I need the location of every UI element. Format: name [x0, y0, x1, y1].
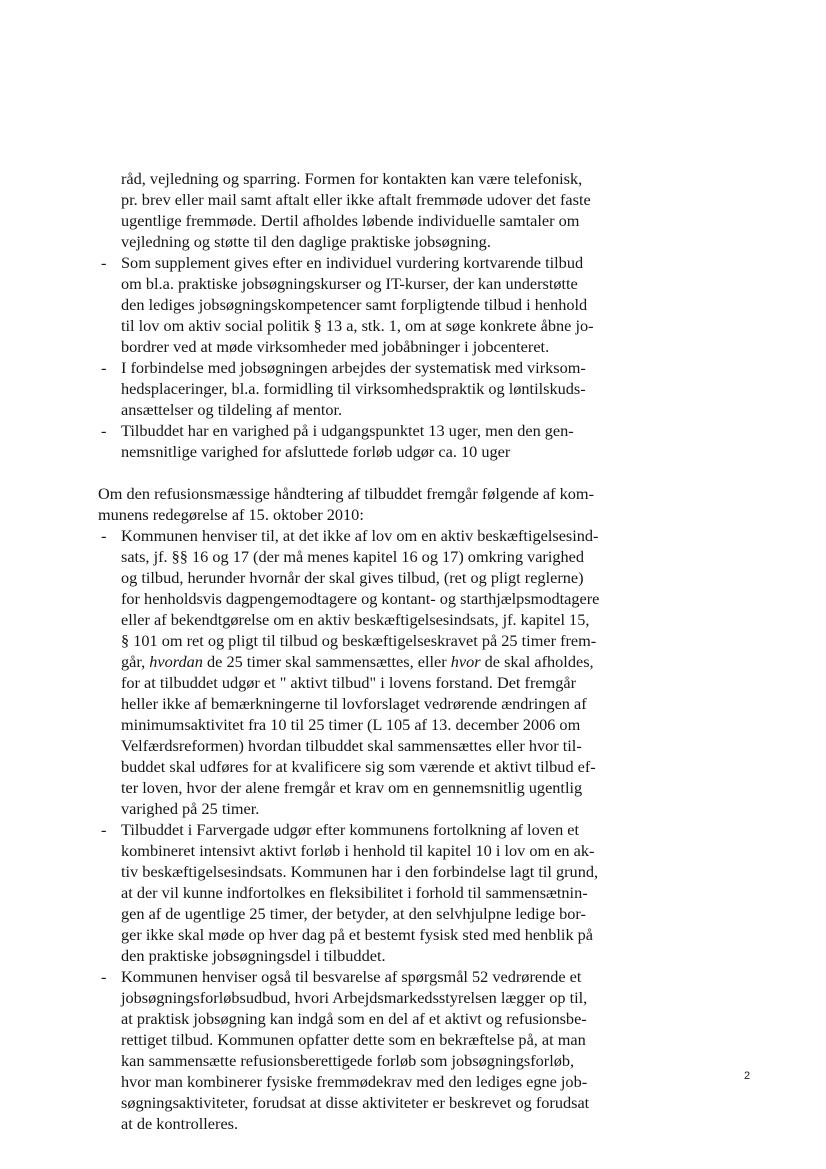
text-line: den praktiske jobsøgningsdel i tilbuddet.: [121, 946, 386, 965]
text-line: ter loven, hvor der alene fremgår et krav om en gennemsnitlig ugentlig: [121, 778, 583, 797]
text-run: går,: [121, 652, 150, 671]
text-line: ansættelser og tildeling af mentor.: [121, 400, 343, 419]
text-line: Tilbuddet i Farvergade udgør efter kommunens fortolkning af loven et: [121, 820, 580, 839]
text-line: om bl.a. praktiske jobsøgningskurser og IT-kurser, der kan understøtte: [121, 274, 578, 293]
text-line: hvor man kombinerer fysiske fremmødekrav med den lediges egne job-: [121, 1072, 588, 1091]
text-line: gen af de ugentlige 25 timer, der betyder, at den selvhjulpne ledige bor-: [121, 904, 586, 923]
bullet-dash: -: [101, 358, 107, 377]
paragraph-line: Om den refusionsmæssige håndtering af tilbuddet fremgår følgende af kom-: [98, 484, 594, 503]
bullet-dash: -: [101, 526, 107, 545]
text-run: de 25 timer skal sammensættes, eller: [202, 652, 451, 671]
paragraph-line: munens redegørelse af 15. oktober 2010:: [98, 505, 364, 524]
text-line: Som supplement gives efter en individuel vurdering kortvarende tilbud: [121, 253, 584, 272]
page-number: 2: [744, 1070, 751, 1082]
text-line: pr. brev eller mail samt aftalt eller ikke aftalt fremmøde udover det faste: [121, 190, 591, 209]
text-line: for henholdsvis dagpengemodtagere og kontant- og starthjælpsmodtagere: [121, 589, 600, 608]
text-line: [121, 652, 594, 672]
text-line: § 101 om ret og pligt til tilbud og beskæftigelseskravet på 25 timer frem-: [121, 631, 597, 650]
text-line: buddet skal udføres for at kvalificere sig som værende et aktivt tilbud ef-: [121, 757, 596, 776]
text-line: vejledning og støtte til den daglige praktiske jobsøgning.: [121, 232, 491, 251]
text-line: Velfærdsreformen) hvordan tilbuddet skal sammensættes eller hvor til-: [121, 736, 582, 755]
text-line: jobsøgningsforløbsudbud, hvori Arbejdsmarkedsstyrelsen lægger op til,: [121, 988, 588, 1007]
bullet-dash: -: [101, 421, 107, 440]
text-line: ugentlige fremmøde. Dertil afholdes løbende individuelle samtaler om: [121, 211, 580, 230]
text-line: minimumsaktivitet fra 10 til 25 timer (L 105 af 13. december 2006 om: [121, 715, 581, 734]
text-line: kombineret intensivt aktivt forløb i henhold til kapitel 10 i lov om en ak-: [121, 841, 595, 860]
bullet-dash: -: [101, 820, 107, 839]
text-line: den lediges jobsøgningskompetencer samt forpligtende tilbud i henhold: [121, 295, 588, 314]
text-line: at praktisk jobsøgning kan indgå som en del af et aktivt og refusionsbe-: [121, 1009, 587, 1028]
text-line: I forbindelse med jobsøgningen arbejdes der systematisk med virksom-: [121, 358, 586, 377]
text-line: hedsplaceringer, bl.a. formidling til virksomhedspraktik og løntilskuds-: [121, 379, 586, 398]
text-line: ger ikke skal møde op hver dag på et bestemt fysisk sted med henblik på: [121, 925, 594, 944]
text-line: Kommunen henviser også til besvarelse af spørgsmål 52 vedrørende et: [121, 967, 582, 986]
text-line: tiv beskæftigelsesindsats. Kommunen har i den forbindelse lagt til grund,: [121, 862, 599, 881]
text-run: de skal afholdes,: [480, 652, 594, 671]
text-line: for at tilbuddet udgør et " aktivt tilbud" i lovens forstand. Det fremgår: [121, 673, 577, 692]
emphasis-hvordan: hvordan: [149, 652, 203, 671]
text-line: Tilbuddet har en varighed på i udgangspunktet 13 uger, men den gen-: [121, 421, 574, 440]
emphasis-hvor: hvor: [450, 652, 481, 671]
text-line: at de kontrolleres.: [121, 1114, 239, 1133]
bullet-dash: -: [101, 253, 107, 272]
text-line: rettiget tilbud. Kommunen opfatter dette som en bekræftelse på, at man: [121, 1030, 586, 1049]
text-line: nemsnitlige varighed for afsluttede forløb udgør ca. 10 uger: [121, 442, 511, 461]
text-line: og tilbud, herunder hvornår der skal gives tilbud, (ret og pligt reglerne): [121, 568, 584, 587]
text-line: eller af bekendtgørelse om en aktiv beskæftigelsesindsats, jf. kapitel 15,: [121, 610, 590, 629]
text-line: råd, vejledning og sparring. Formen for kontakten kan være telefonisk,: [121, 169, 583, 188]
text-line: varighed på 25 timer.: [121, 799, 260, 818]
text-line: til lov om aktiv social politik § 13 a, stk. 1, om at søge konkrete åbne jo-: [121, 316, 594, 335]
text-line: sats, jf. §§ 16 og 17 (der må menes kapitel 16 og 17) omkring varighed: [121, 547, 585, 566]
bullet-dash: -: [101, 967, 107, 986]
text-line: bordrer ved at møde virksomheder med jobåbninger i jobcenteret.: [121, 337, 550, 356]
text-line: Kommunen henviser til, at det ikke af lov om en aktiv beskæftigelsesind-: [121, 526, 599, 545]
text-line: søgningsaktiviteter, forudsat at disse aktiviteter er beskrevet og forudsat: [121, 1093, 590, 1112]
text-line: kan sammensætte refusionsberettigede forløb som jobsøgningsforløb,: [121, 1051, 575, 1070]
text-line: heller ikke af bemærkningerne til lovforslaget vedrørende ændringen af: [121, 694, 587, 713]
text-line: at der vil kunne indfortolkes en fleksibilitet i forhold til sammensætnin-: [121, 883, 588, 902]
